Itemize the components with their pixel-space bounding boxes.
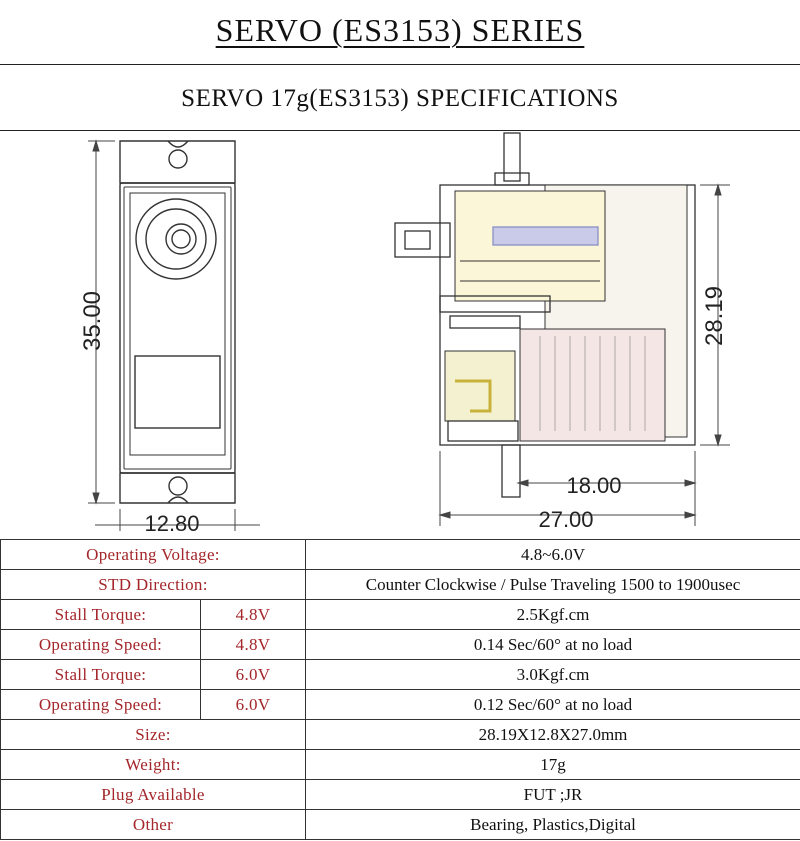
spec-subtitle: SERVO 17g(ES3153) SPECIFICATIONS bbox=[181, 85, 619, 112]
table-row bbox=[1, 570, 800, 600]
spec-label: Stall Torque: bbox=[1, 600, 201, 630]
servo-technical-drawing bbox=[0, 131, 800, 536]
spec-value: 2.5Kgf.cm bbox=[306, 600, 800, 630]
dimension-total-length-label: 27.00 bbox=[538, 507, 594, 532]
servo-side-view bbox=[395, 133, 695, 497]
spec-label: Weight: bbox=[1, 750, 306, 780]
table-row bbox=[1, 780, 800, 810]
spec-voltage: 4.8V bbox=[201, 600, 306, 630]
servo-front-view bbox=[120, 141, 235, 503]
spec-label: STD Direction: bbox=[1, 570, 306, 600]
spec-value: 4.8~6.0V bbox=[306, 540, 800, 570]
spec-voltage: 6.0V bbox=[201, 660, 306, 690]
spec-value: 0.14 Sec/60° at no load bbox=[306, 630, 800, 660]
spec-voltage: 6.0V bbox=[201, 690, 306, 720]
divider bbox=[0, 64, 800, 65]
table-row bbox=[1, 540, 800, 570]
table-row bbox=[1, 690, 800, 720]
spec-label: Size: bbox=[1, 720, 306, 750]
table-row bbox=[1, 720, 800, 750]
table-row bbox=[1, 810, 800, 840]
dimension-width-label: 12.80 bbox=[144, 511, 200, 536]
spec-value: 28.19X12.8X27.0mm bbox=[306, 720, 800, 750]
spec-label: Other bbox=[1, 810, 306, 840]
table-row bbox=[1, 600, 800, 630]
specifications-table bbox=[0, 539, 800, 840]
table-row bbox=[1, 630, 800, 660]
spec-value: FUT ;JR bbox=[306, 780, 800, 810]
table-row bbox=[1, 660, 800, 690]
spec-value: Counter Clockwise / Pulse Traveling 1500 to 1900usec bbox=[306, 570, 800, 600]
spec-voltage: 4.8V bbox=[201, 630, 306, 660]
dimension-side-height-label: 28.19 bbox=[701, 285, 728, 347]
spec-value: 0.12 Sec/60° at no load bbox=[306, 690, 800, 720]
spec-label: Plug Available bbox=[1, 780, 306, 810]
spec-value: 17g bbox=[306, 750, 800, 780]
page-title: SERVO (ES3153) SERIES bbox=[215, 12, 585, 48]
spec-value: 3.0Kgf.cm bbox=[306, 660, 800, 690]
table-row bbox=[1, 750, 800, 780]
dimension-height-label: 35.00 bbox=[79, 290, 106, 352]
spec-label: Operating Speed: bbox=[1, 630, 201, 660]
page-title-area bbox=[0, 0, 800, 62]
dimension-inner-length-label: 18.00 bbox=[566, 473, 622, 498]
spec-label: Operating Voltage: bbox=[1, 540, 306, 570]
spec-label: Operating Speed: bbox=[1, 690, 201, 720]
spec-value: Bearing, Plastics,Digital bbox=[306, 810, 800, 840]
spec-label: Stall Torque: bbox=[1, 660, 201, 690]
